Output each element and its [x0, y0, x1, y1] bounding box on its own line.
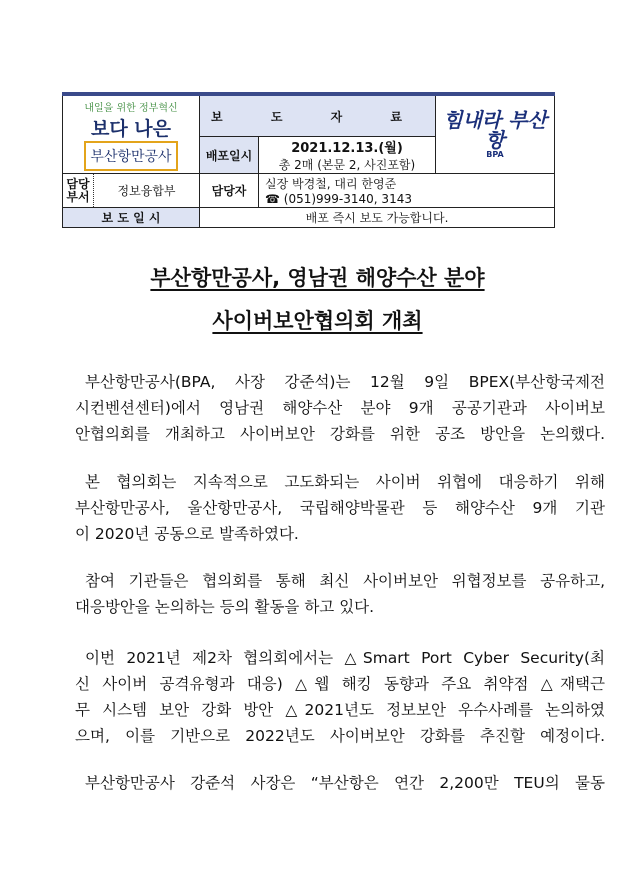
- press-release-header: [62, 92, 555, 228]
- paragraph-2-line: 본 협의회는 지속적으로 고도화되는 사이버 위협에 대응하기 위해: [85, 473, 605, 491]
- paragraph-3-line: 대응방안을 논의하는 등의 활동을 하고 있다.: [75, 598, 375, 616]
- paragraph-4-line: 으며, 이를 기반으로 2022년도 사이버보안 강화를 추진할 예정이다.: [75, 727, 605, 745]
- document-title: 보 도 자 료: [200, 94, 436, 137]
- paragraph-2-line: 부산항만공사, 울산항만공사, 국립해양박물관 등 해양수산 9개 기관: [75, 499, 605, 517]
- paragraph-1-line: 부산항만공사(BPA, 사장 강준석)는 12월 9일 BPEX(부산항국제전: [85, 373, 605, 391]
- page-count: 총 2매 (본문 2, 사진포함): [278, 158, 416, 172]
- contact-label: 담당자: [200, 174, 259, 208]
- headline-line-2: [0, 305, 635, 335]
- department-row: [63, 174, 200, 208]
- department-name: 정보융합부: [117, 184, 176, 198]
- headline-line-1: [0, 262, 635, 292]
- contact-phone: ☎ (051)999-3140, 3143: [265, 192, 412, 206]
- paragraph-1-line: 시컨벤션센터)에서 영남권 해양수산 분야 9개 공공기관과 사이버보: [75, 399, 605, 417]
- paragraph-3-line: 참여 기관들은 협의회를 통해 최신 사이버보안 위협정보를 공유하고,: [85, 572, 605, 590]
- logo-tagline: 내일을 위한 정부혁신: [84, 102, 178, 114]
- release-date-label: 배포일시: [200, 137, 259, 174]
- paragraph-4-line: 신 사이버 공격유형과 대응) △웹 해킹 동향과 주요 취약점 △재택근: [75, 675, 605, 693]
- government-innovation-logo: [63, 94, 200, 174]
- paragraph-1-line: 안협의회를 개최하고 사이버보안 강화를 위한 공조 방안을 논의했다.: [75, 425, 605, 443]
- release-date: 2021.12.13.(월): [291, 141, 403, 156]
- logo-main: 보다 나은: [90, 117, 172, 140]
- paragraph-5-line: 부산항만공사 강준석 사장은 “부산항은 연간 2,200만 TEU의 물동: [85, 774, 605, 792]
- department-label: 담당부서: [63, 174, 94, 207]
- paragraph-4-line: 무 시스템 보안 강화 방안 △2021년도 정보보안 우수사례를 논의하였: [75, 701, 605, 719]
- bpa-mark: BPA: [486, 150, 504, 159]
- report-time-label: 보 도 일 시: [63, 208, 200, 228]
- logo-org: 부산항만공사: [90, 148, 172, 165]
- slogan-script: 힘내라 부산항: [443, 108, 547, 152]
- paragraph-4-line: 이번 2021년 제2차 협의회에서는 △Smart Port Cyber Security(최: [85, 649, 605, 667]
- contact-names: 실장 박경철, 대리 한영준: [265, 177, 397, 191]
- bpa-slogan-logo: [436, 94, 555, 174]
- headline-text: 부산항만공사, 영남권 해양수산 분야: [150, 266, 485, 290]
- report-time-value: 배포 즉시 보도 가능합니다.: [200, 208, 555, 228]
- headline-text: 사이버보안협의회 개최: [212, 309, 423, 333]
- paragraph-2-line: 이 2020년 공동으로 발족하였다.: [75, 525, 299, 543]
